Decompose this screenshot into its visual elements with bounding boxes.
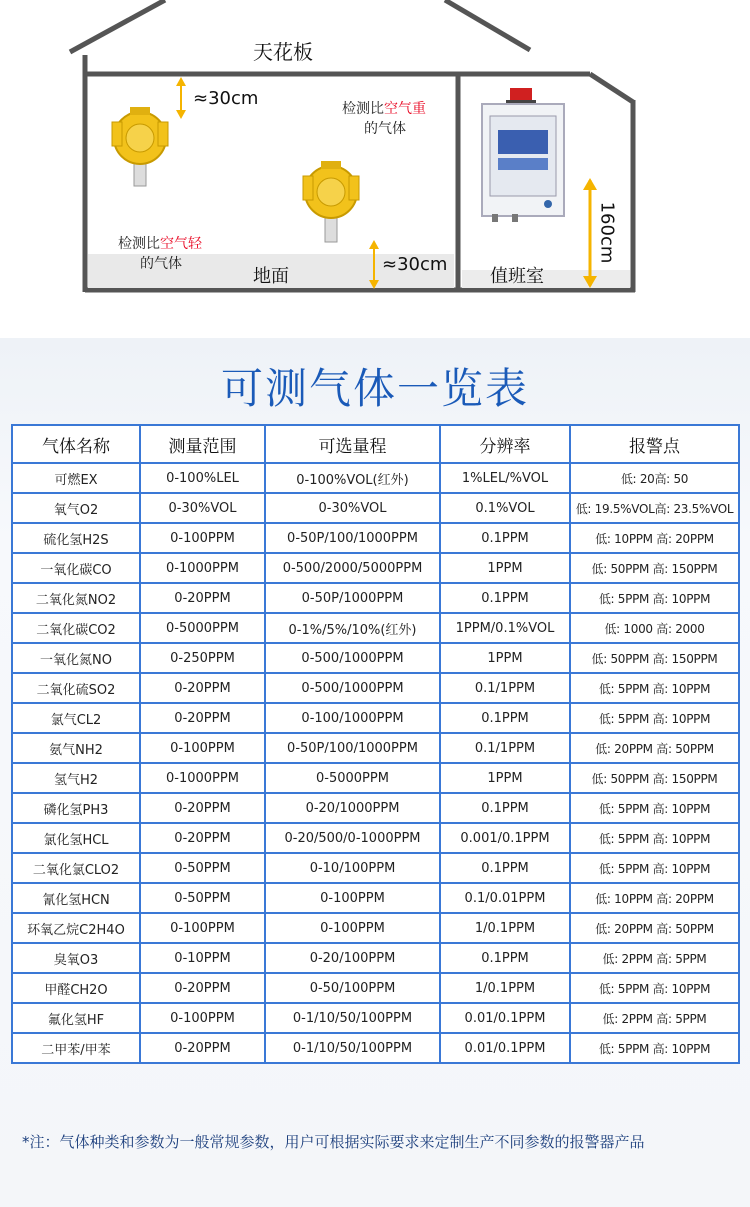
- resolution-cell: 1/0.1PPM: [440, 913, 570, 943]
- measure-range-cell: 0-1000PPM: [140, 553, 265, 583]
- resolution-cell: 1/0.1PPM: [440, 973, 570, 1003]
- table-row: [12, 733, 739, 763]
- resolution-cell: 0.1/1PPM: [440, 733, 570, 763]
- table-row: [12, 703, 739, 733]
- optional-range-cell: 0-20/500/0-1000PPM: [265, 823, 440, 853]
- header-alarm-point: 报警点: [570, 425, 739, 463]
- gas-name-cell: 一氧化碳CO: [12, 553, 140, 583]
- measure-range-cell: 0-5000PPM: [140, 613, 265, 643]
- alarm-point-cell: 低: 10PPM 高: 20PPM: [570, 523, 739, 553]
- measure-range-cell: 0-30%VOL: [140, 493, 265, 523]
- optional-range-cell: 0-50P/100/1000PPM: [265, 523, 440, 553]
- resolution-cell: 1PPM: [440, 643, 570, 673]
- optional-range-cell: 0-20/100PPM: [265, 943, 440, 973]
- table-row: [12, 793, 739, 823]
- alarm-point-cell: 低: 1000 高: 2000: [570, 613, 739, 643]
- top-distance-label: ≈30cm: [193, 88, 259, 109]
- gas-name-cell: 甲醛CH2O: [12, 973, 140, 1003]
- gas-name-cell: 氯化氢HCL: [12, 823, 140, 853]
- gas-name-cell: 硫化氢H2S: [12, 523, 140, 553]
- resolution-cell: 0.1PPM: [440, 523, 570, 553]
- optional-range-cell: 0-20/1000PPM: [265, 793, 440, 823]
- table-title: 可测气体一览表: [220, 364, 529, 413]
- gas-name-cell: 二氧化碳CO2: [12, 613, 140, 643]
- measure-range-cell: 0-50PPM: [140, 883, 265, 913]
- alarm-point-cell: 低: 5PPM 高: 10PPM: [570, 583, 739, 613]
- optional-range-cell: 0-100/1000PPM: [265, 703, 440, 733]
- resolution-cell: 0.1%VOL: [440, 493, 570, 523]
- gas-name-cell: 氟化氢HF: [12, 1003, 140, 1033]
- arrow-icon: [176, 77, 186, 119]
- resolution-cell: 1%LEL/%VOL: [440, 463, 570, 493]
- table-row: [12, 823, 739, 853]
- optional-range-cell: 0-1%/5%/10%(红外): [265, 613, 440, 643]
- table-row: [12, 853, 739, 883]
- table-row: [12, 613, 739, 643]
- gas-name-cell: 磷化氢PH3: [12, 793, 140, 823]
- table-row: [12, 1033, 739, 1063]
- optional-range-cell: 0-1/10/50/100PPM: [265, 1033, 440, 1063]
- table-body: [12, 463, 739, 1063]
- resolution-cell: 0.1/1PPM: [440, 673, 570, 703]
- alarm-point-cell: 低: 5PPM 高: 10PPM: [570, 1033, 739, 1063]
- gas-name-cell: 二氧化硫SO2: [12, 673, 140, 703]
- measure-range-cell: 0-20PPM: [140, 1033, 265, 1063]
- measure-range-cell: 0-100PPM: [140, 523, 265, 553]
- optional-range-cell: 0-1/10/50/100PPM: [265, 1003, 440, 1033]
- gas-detector-icon: [112, 107, 168, 186]
- optional-range-cell: 0-500/1000PPM: [265, 643, 440, 673]
- resolution-cell: 0.001/0.1PPM: [440, 823, 570, 853]
- table-row: [12, 883, 739, 913]
- resolution-cell: 0.01/0.1PPM: [440, 1033, 570, 1063]
- alarm-point-cell: 低: 50PPM 高: 150PPM: [570, 643, 739, 673]
- table-row: [12, 763, 739, 793]
- alarm-point-cell: 低: 2PPM 高: 5PPM: [570, 1003, 739, 1033]
- house-outline: [0, 0, 750, 330]
- duty-room-label: 值班室: [490, 266, 544, 287]
- gas-table: [11, 424, 740, 1064]
- optional-range-cell: 0-50/100PPM: [265, 973, 440, 1003]
- alarm-point-cell: 低: 10PPM 高: 20PPM: [570, 883, 739, 913]
- alarm-point-cell: 低: 5PPM 高: 10PPM: [570, 673, 739, 703]
- table-header-row: [12, 425, 739, 463]
- measure-range-cell: 0-20PPM: [140, 973, 265, 1003]
- table-row: [12, 643, 739, 673]
- table-row: [12, 1003, 739, 1033]
- gas-name-cell: 环氧乙烷C2H4O: [12, 913, 140, 943]
- footnote: *注：气体种类和参数为一般常规参数，用户可根据实际要求来定制生产不同参数的报警器产品: [22, 1133, 645, 1151]
- gas-name-cell: 二氧化氯CLO2: [12, 853, 140, 883]
- floor-label: 地面: [253, 266, 289, 287]
- optional-range-cell: 0-500/1000PPM: [265, 673, 440, 703]
- table-row: [12, 673, 739, 703]
- light-gas-note: 检测比空气轻 的气体: [118, 236, 202, 272]
- gas-name-cell: 氢气H2: [12, 763, 140, 793]
- measure-range-cell: 0-100PPM: [140, 913, 265, 943]
- table-row: [12, 523, 739, 553]
- alarm-point-cell: 低: 50PPM 高: 150PPM: [570, 763, 739, 793]
- gas-name-cell: 氨气NH2: [12, 733, 140, 763]
- optional-range-cell: 0-50P/1000PPM: [265, 583, 440, 613]
- header-gas-name: 气体名称: [12, 425, 140, 463]
- measure-range-cell: 0-20PPM: [140, 583, 265, 613]
- gas-name-cell: 可燃EX: [12, 463, 140, 493]
- bottom-distance-label: ≈30cm: [382, 254, 448, 275]
- measure-range-cell: 0-20PPM: [140, 673, 265, 703]
- resolution-cell: 0.1/0.01PPM: [440, 883, 570, 913]
- optional-range-cell: 0-5000PPM: [265, 763, 440, 793]
- optional-range-cell: 0-30%VOL: [265, 493, 440, 523]
- resolution-cell: 0.1PPM: [440, 853, 570, 883]
- alarm-point-cell: 低: 5PPM 高: 10PPM: [570, 973, 739, 1003]
- table-row: [12, 583, 739, 613]
- installation-diagram: [0, 0, 750, 330]
- resolution-cell: 1PPM/0.1%VOL: [440, 613, 570, 643]
- gas-name-cell: 一氧化氮NO: [12, 643, 140, 673]
- resolution-cell: 1PPM: [440, 763, 570, 793]
- gas-table-section: [0, 338, 750, 1207]
- gas-name-cell: 二甲苯/甲苯: [12, 1033, 140, 1063]
- gas-detector-icon: [303, 161, 359, 242]
- measure-range-cell: 0-20PPM: [140, 823, 265, 853]
- resolution-cell: 1PPM: [440, 553, 570, 583]
- header-measure-range: 测量范围: [140, 425, 265, 463]
- measure-range-cell: 0-10PPM: [140, 943, 265, 973]
- measure-range-cell: 0-100%LEL: [140, 463, 265, 493]
- measure-range-cell: 0-50PPM: [140, 853, 265, 883]
- table-row: [12, 493, 739, 523]
- header-optional-range: 可选量程: [265, 425, 440, 463]
- optional-range-cell: 0-50P/100/1000PPM: [265, 733, 440, 763]
- measure-range-cell: 0-20PPM: [140, 793, 265, 823]
- table-row: [12, 943, 739, 973]
- table-row: [12, 973, 739, 1003]
- measure-range-cell: 0-100PPM: [140, 1003, 265, 1033]
- alarm-point-cell: 低: 5PPM 高: 10PPM: [570, 853, 739, 883]
- alarm-point-cell: 低: 5PPM 高: 10PPM: [570, 793, 739, 823]
- resolution-cell: 0.1PPM: [440, 793, 570, 823]
- optional-range-cell: 0-10/100PPM: [265, 853, 440, 883]
- optional-range-cell: 0-500/2000/5000PPM: [265, 553, 440, 583]
- heavy-gas-note: 检测比空气重 的气体: [342, 101, 426, 137]
- measure-range-cell: 0-1000PPM: [140, 763, 265, 793]
- alarm-point-cell: 低: 20PPM 高: 50PPM: [570, 913, 739, 943]
- table-row: [12, 913, 739, 943]
- header-resolution: 分辨率: [440, 425, 570, 463]
- gas-name-cell: 臭氧O3: [12, 943, 140, 973]
- optional-range-cell: 0-100PPM: [265, 883, 440, 913]
- resolution-cell: 0.1PPM: [440, 583, 570, 613]
- resolution-cell: 0.1PPM: [440, 703, 570, 733]
- measure-range-cell: 0-20PPM: [140, 703, 265, 733]
- table-row: [12, 463, 739, 493]
- gas-name-cell: 氧气O2: [12, 493, 140, 523]
- measure-range-cell: 0-100PPM: [140, 733, 265, 763]
- alarm-point-cell: 低: 20PPM 高: 50PPM: [570, 733, 739, 763]
- height-label: 160cm: [596, 201, 618, 264]
- table-row: [12, 553, 739, 583]
- optional-range-cell: 0-100PPM: [265, 913, 440, 943]
- alarm-point-cell: 低: 20高: 50: [570, 463, 739, 493]
- alarm-point-cell: 低: 50PPM 高: 150PPM: [570, 553, 739, 583]
- resolution-cell: 0.01/0.1PPM: [440, 1003, 570, 1033]
- alarm-point-cell: 低: 19.5%VOL高: 23.5%VOL: [570, 493, 739, 523]
- measure-range-cell: 0-250PPM: [140, 643, 265, 673]
- resolution-cell: 0.1PPM: [440, 943, 570, 973]
- alarm-point-cell: 低: 2PPM 高: 5PPM: [570, 943, 739, 973]
- alarm-point-cell: 低: 5PPM 高: 10PPM: [570, 703, 739, 733]
- ceiling-label: 天花板: [253, 40, 313, 64]
- optional-range-cell: 0-100%VOL(红外): [265, 463, 440, 493]
- alarm-point-cell: 低: 5PPM 高: 10PPM: [570, 823, 739, 853]
- gas-name-cell: 氰化氢HCN: [12, 883, 140, 913]
- gas-name-cell: 氯气CL2: [12, 703, 140, 733]
- alarm-controller-icon: [482, 88, 564, 222]
- gas-name-cell: 二氧化氮NO2: [12, 583, 140, 613]
